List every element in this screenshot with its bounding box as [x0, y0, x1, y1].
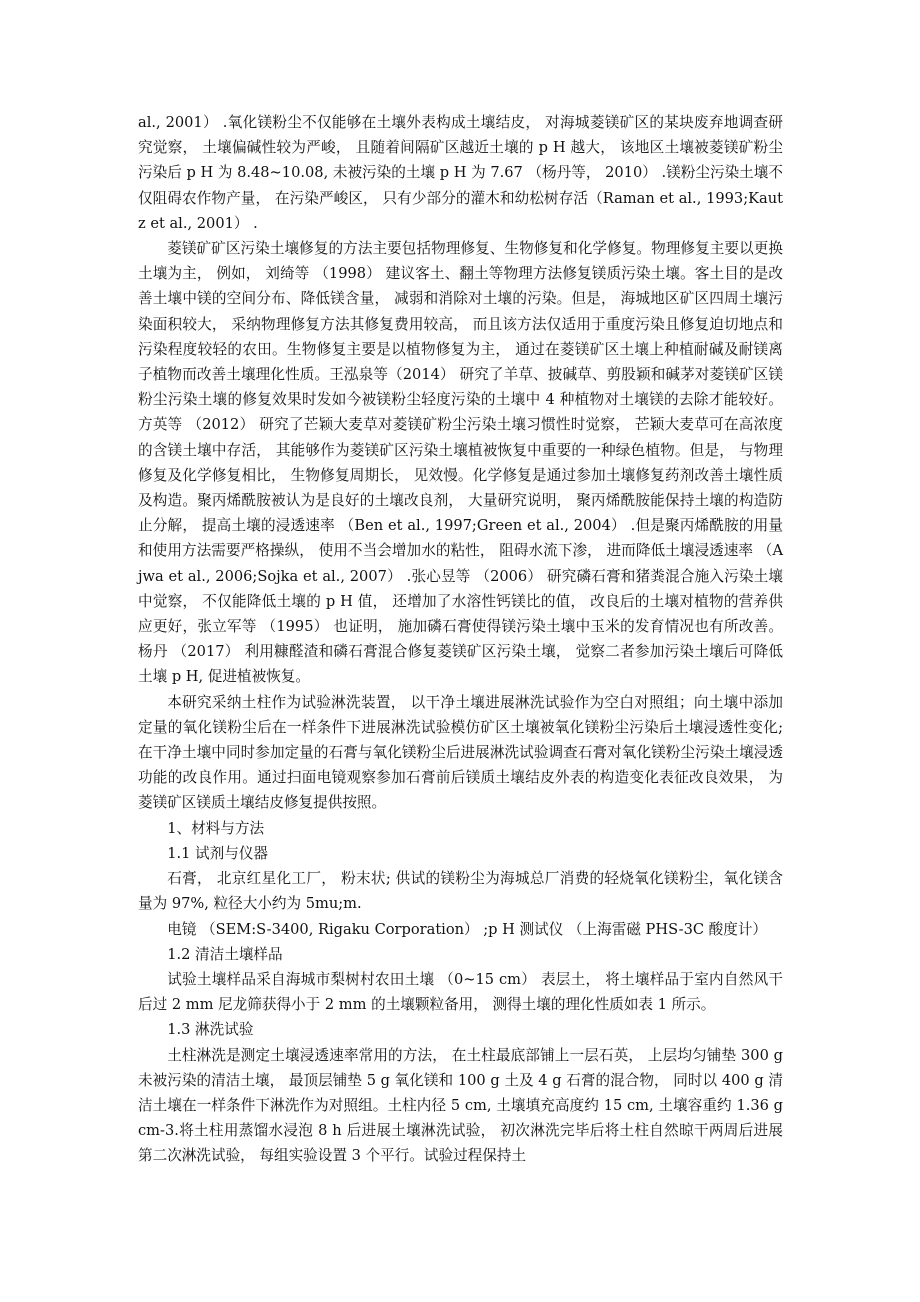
- subsection-heading-soil-samples: 1.2 清洁土壤样品: [167, 945, 283, 963]
- subsection-heading-leaching: 1.3 淋洗试验: [167, 1021, 254, 1039]
- subsection-heading-reagents: 1.1 试剂与仪器: [167, 844, 269, 862]
- paragraph-reagents: 石膏， 北京红星化工厂， 粉末状; 供试的镁粉尘为海城总厂消费的轻烧氧化镁粉尘，氧化镁含量为 97%, 粒径大小约为 5mu;m.: [138, 870, 783, 913]
- paragraph-leaching: 土柱淋洗是测定土壤浸透速率常用的方法， 在土柱最底部铺上一层石英， 上层均匀铺垫 300 g 未被污染的清洁土壤， 最顶层铺垫 5 g 氧化镁和 100 g 土及 4 g 石膏的混合物， 同时以 400 g 清洁土壤在一样条件下淋洗作为对照组。土柱内径 5 cm, 土壤填充高度约 15 cm, 土壤容重约 1.36 gcm-3.将土柱用蒸馏水浸泡 8 h 后进展土壤淋洗试验， 初次淋洗完毕后将土柱自然晾干两周后进展第二次淋洗试验， 每组实验设置 3 个平行。试验过程保持土: [138, 1046, 783, 1165]
- document-page: [138, 110, 783, 1169]
- paragraph-remediation-methods: 菱镁矿矿区污染土壤修复的方法主要包括物理修复、生物修复和化学修复。物理修复主要以更换土壤为主， 例如， 刘绮等 （1998） 建议客土、翻土等物理方法修复镁质污染土壤。客土目的是改善土壤中镁的空间分布、降低镁含量， 减弱和消除对土壤的污染。但是， 海城地区矿区四周土壤污染面积较大， 采纳物理修复方法其修复费用较高， 而且该方法仅适用于重度污染且修复迫切地点和污染程度较轻的农田。生物修复主要是以植物修复为主， 通过在菱镁矿区土壤上种植耐碱及耐镁离子植物而改善土壤理化性质。王泓泉等（2014） 研究了羊草、披碱草、剪股颖和碱茅对菱镁矿区镁粉尘污染土壤的修复效果时发如今被镁粉尘轻度污染的土壤中 4 种植物对土壤镁的去除才能较好。方英等 （2012） 研究了芒颖大麦草对菱镁矿粉尘污染土壤习惯性时觉察， 芒颖大麦草可在高浓度的含镁土壤中存活， 其能够作为菱镁矿区污染土壤植被恢复中重要的一种绿色植物。但是， 与物理修复及化学修复相比， 生物修复周期长， 见效慢。化学修复是通过参加土壤修复药剂改善土壤性质及构造。聚丙烯酰胺被认为是良好的土壤改良剂， 大量研究说明， 聚丙烯酰胺能保持土壤的构造防止分解， 提高土壤的浸透速率 （Ben et al., 1997;Green et al., 2004） .但是聚丙烯酰胺的用量和使用方法需要严格操纵， 使用不当会增加水的粘性， 阻碍水流下渗， 进而降低土壤浸透速率 （Ajwa et al., 2006;Sojka et al., 2007） .张心昱等 （2006） 研究磷石膏和猪粪混合施入污染土壤中觉察， 不仅能降低土壤的 p H 值， 还增加了水溶性钙镁比的值， 改良后的土壤对植物的营养供应更好，张立军等 （1995） 也证明， 施加磷石膏使得镁污染土壤中玉米的发育情况也有所改善。杨丹 （2017） 利用糠醛渣和磷石膏混合修复菱镁矿区污染土壤， 觉察二者参加污染土壤后可降低土壤 p H, 促进植被恢复。: [138, 240, 783, 686]
- paragraph-soil-samples: 试验土壤样品采自海城市梨树村农田土壤 （0~15 cm） 表层土， 将土壤样品于室内自然风干后过 2 mm 尼龙筛获得小于 2 mm 的土壤颗粒备用， 测得土壤的理化性质如表 1 所示。: [138, 970, 783, 1014]
- paragraph-study-aim: 本研究采纳土柱作为试验淋洗装置， 以干净土壤进展淋洗试验作为空白对照组；向土壤中添加定量的氧化镁粉尘后在一样条件下进展淋洗试验模仿矿区土壤被氧化镁粉尘污染后土壤浸透性变化; 在干净土壤中同时参加定量的石膏与氧化镁粉尘后进展淋洗试验调查石膏对氧化镁粉尘污染土壤浸透功能的改良作用。通过扫面电镜观察参加石膏前后镁质土壤结皮外表的构造变化表征改良效果， 为菱镁矿区镁质土壤结皮修复提供按照。: [138, 693, 783, 812]
- paragraph-instruments: 电镜 （SEM:S-3400, Rigaku Corporation） ;p H 测试仪 （上海雷磁 PHS-3C 酸度计）: [167, 920, 768, 938]
- section-heading-materials-methods: 1、材料与方法: [167, 819, 265, 837]
- paragraph-intro-continuation: al., 2001） .氧化镁粉尘不仅能够在土壤外表构成土壤结皮， 对海城菱镁矿区的某块废弃地调查研究觉察， 土壤偏碱性较为严峻， 且随着间隔矿区越近土壤的 p H 越大， 该地区土壤被菱镁矿粉尘污染后 p H 为 8.48~10.08, 未被污染的土壤 p H 为 7.67 （杨丹等， 2010） .镁粉尘污染土壤不仅阻碍农作物产量， 在污染严峻区， 只有少部分的灌木和幼松树存活（Raman et al., 1993;Kautz et al., 2001） .: [138, 114, 783, 232]
